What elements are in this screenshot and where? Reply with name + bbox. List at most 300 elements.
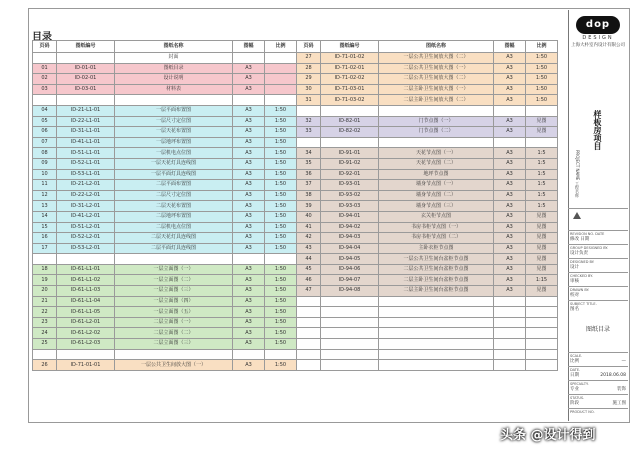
page-number-cell xyxy=(297,328,321,339)
scale-cell xyxy=(265,254,297,265)
revision-symbols xyxy=(568,208,628,230)
drawing-name-cell: 一层天花布置图 xyxy=(115,127,233,138)
table-row xyxy=(33,317,297,328)
sheet-size-cell: A3 xyxy=(233,169,265,180)
table-row xyxy=(33,158,297,169)
page-number-cell: 40 xyxy=(297,211,321,222)
revision-triangle-icon xyxy=(573,212,581,219)
page-number-cell xyxy=(297,317,321,328)
drawing-code-cell xyxy=(321,105,379,116)
scale-cell xyxy=(265,63,297,74)
sheet-size-cell: A3 xyxy=(233,116,265,127)
scale-cell xyxy=(265,84,297,95)
specialty-line xyxy=(570,387,626,392)
date-value: 日期 xyxy=(570,373,579,378)
scale-cell: 1:50 xyxy=(526,63,558,74)
scale-row xyxy=(568,352,628,366)
sheet-size-cell: A3 xyxy=(233,127,265,138)
table-row xyxy=(33,180,297,191)
product-row xyxy=(568,408,628,420)
sheet-size-cell xyxy=(233,53,265,64)
drawn-value: 校对 xyxy=(570,293,579,298)
drawing-name-cell: 玄关柜节点图 xyxy=(379,211,494,222)
table-row xyxy=(33,127,297,138)
page-number-cell xyxy=(33,349,57,360)
scale-cell xyxy=(526,339,558,350)
drawing-code-cell: ID-71-02-01 xyxy=(321,63,379,74)
drawing-name-cell: 二层公共卫生间台盆柜节点图 xyxy=(379,264,494,275)
drawing-name-cell: 一层公共卫生间放大图（二） xyxy=(379,53,494,64)
drawing-name-cell: 一层公共卫生间放大图（一） xyxy=(115,360,233,371)
page-number-cell xyxy=(297,296,321,307)
drawing-name-cell: 二层平面灯具连线图 xyxy=(115,243,233,254)
drawing-name-cell: 二层主卧卫生间台盆柜节点图 xyxy=(379,275,494,286)
page-number-cell: 13 xyxy=(33,201,57,212)
table-row xyxy=(297,201,558,212)
table-row xyxy=(297,349,558,360)
sheet-size-cell xyxy=(233,254,265,265)
drawing-code-cell: ID-94-05 xyxy=(321,254,379,265)
table-row xyxy=(297,264,558,275)
drawing-code-cell: ID-93-03 xyxy=(321,201,379,212)
date-label: DATE. xyxy=(570,368,581,372)
table-row xyxy=(33,116,297,127)
table-row xyxy=(297,190,558,201)
scale-cell xyxy=(265,349,297,360)
page-number-cell: 19 xyxy=(33,275,57,286)
scale-cell xyxy=(526,307,558,318)
page-number-cell: 27 xyxy=(297,53,321,64)
table-row xyxy=(33,275,297,286)
page-number-cell: 45 xyxy=(297,264,321,275)
drawing-code-cell: ID-91-02 xyxy=(321,158,379,169)
group-designer-row xyxy=(568,244,628,258)
page-number-cell: 43 xyxy=(297,243,321,254)
drawing-code-cell xyxy=(57,53,115,64)
header-row xyxy=(33,41,297,53)
drawing-code-cell: ID-94-08 xyxy=(321,286,379,297)
scale-cell: 1:15 xyxy=(526,275,558,286)
drawing-code-cell: ID-03-01 xyxy=(57,84,115,95)
scale-line xyxy=(570,359,626,364)
column-header: 图纸编号 xyxy=(57,41,115,53)
revision-row xyxy=(568,230,628,244)
table-body-right xyxy=(297,41,558,371)
table-row xyxy=(33,307,297,318)
scale-cell: 1:50 xyxy=(265,307,297,318)
page-number-cell: 03 xyxy=(33,84,57,95)
page-number-cell: 18 xyxy=(33,264,57,275)
scale-cell: 见图 xyxy=(526,233,558,244)
scale-cell: 1:50 xyxy=(526,95,558,106)
page-number-cell: 06 xyxy=(33,127,57,138)
drawing-code-cell: ID-61-L2-01 xyxy=(57,317,115,328)
page-number-cell xyxy=(297,137,321,148)
column-header: 图幅 xyxy=(233,41,265,53)
page-number-cell: 07 xyxy=(33,137,57,148)
scale-cell: 1:50 xyxy=(265,105,297,116)
page-number-cell: 23 xyxy=(33,317,57,328)
drawing-code-cell: ID-61-L1-03 xyxy=(57,286,115,297)
drawing-code-cell: ID-93-02 xyxy=(321,190,379,201)
drawing-name-cell: 二层天花灯具连线图 xyxy=(115,233,233,244)
status-row xyxy=(568,394,628,408)
drawing-name-cell: 一层立面图（四） xyxy=(115,296,233,307)
page-number-cell: 21 xyxy=(33,296,57,307)
revision-label: REVISION NO. DATE xyxy=(570,232,605,236)
drawing-code-cell: ID-71-03-01 xyxy=(321,84,379,95)
scale-cell xyxy=(265,74,297,85)
sheet-title: 图纸目录 xyxy=(585,326,610,333)
table-row xyxy=(33,233,297,244)
table-row xyxy=(297,296,558,307)
status-value: 阶段 xyxy=(570,401,579,406)
page-number-cell: 11 xyxy=(33,180,57,191)
sheet-size-cell xyxy=(494,296,526,307)
scale-cell: 1:50 xyxy=(265,328,297,339)
page-number-cell: 47 xyxy=(297,286,321,297)
drawing-name-cell: 二层公共卫生间放大图（一） xyxy=(379,63,494,74)
drawing-code-cell: ID-01-01 xyxy=(57,63,115,74)
table-row xyxy=(297,222,558,233)
scale-cell: 1:50 xyxy=(265,243,297,254)
checker-row xyxy=(568,272,628,286)
drawing-name-cell: 书房书柜节点图（一） xyxy=(379,222,494,233)
page-number-cell xyxy=(33,254,57,265)
drawing-name-cell: 一层天花灯具连线图 xyxy=(115,158,233,169)
scale-cell xyxy=(265,95,297,106)
table-row xyxy=(33,84,297,95)
sheet-size-cell: A3 xyxy=(233,307,265,318)
scale-value: 比例 xyxy=(570,359,579,364)
drawing-code-cell: ID-53-L2-01 xyxy=(57,243,115,254)
sheet-size-cell: A3 xyxy=(233,286,265,297)
drawing-code-cell: ID-71-02-02 xyxy=(321,74,379,85)
drawing-name-cell xyxy=(379,105,494,116)
designed-label: DESIGNED BY. xyxy=(570,260,595,264)
company-logo xyxy=(568,12,628,48)
sheet-size-cell: A3 xyxy=(233,190,265,201)
scale-cell: 1:50 xyxy=(265,233,297,244)
table-row xyxy=(33,148,297,159)
page-number-cell: 16 xyxy=(33,233,57,244)
scale-cell: 1:5 xyxy=(526,169,558,180)
table-row xyxy=(297,243,558,254)
sheet-size-cell: A3 xyxy=(494,53,526,64)
drawing-name-cell: 一层公共卫生间台盆柜节点图 xyxy=(379,254,494,265)
drawing-name-cell: 一层立面图（二） xyxy=(115,275,233,286)
sheet-size-cell xyxy=(494,328,526,339)
scale-cell: 见图 xyxy=(526,254,558,265)
scale-cell: 1:50 xyxy=(265,137,297,148)
page-number-cell: 35 xyxy=(297,158,321,169)
sheet-size-cell: A3 xyxy=(494,286,526,297)
page-number-cell xyxy=(297,105,321,116)
drawing-name-cell: 一层机电点位图 xyxy=(115,148,233,159)
scale-cell: 1:50 xyxy=(265,360,297,371)
drawing-name-cell: 二层天花布置图 xyxy=(115,201,233,212)
sheet-size-cell: A3 xyxy=(494,254,526,265)
drawing-name-cell: 墙身节点图（二） xyxy=(379,190,494,201)
scale-cell xyxy=(526,328,558,339)
page-number-cell: 38 xyxy=(297,190,321,201)
drawing-code-cell: ID-71-01-02 xyxy=(321,53,379,64)
header-row xyxy=(297,41,558,53)
date-row xyxy=(568,366,628,380)
drawing-code-cell: ID-31-L2-01 xyxy=(57,201,115,212)
scale-cell: 1:5 xyxy=(526,180,558,191)
scale-cell: 1:50 xyxy=(265,169,297,180)
drawing-code-cell: ID-94-04 xyxy=(321,243,379,254)
scale-cell: 1:5 xyxy=(526,190,558,201)
drawing-code-cell xyxy=(57,254,115,265)
drawing-code-cell: ID-91-01 xyxy=(321,148,379,159)
column-header: 图纸名称 xyxy=(379,41,494,53)
specialty-right: 装饰 xyxy=(617,387,626,392)
scale-cell: 见图 xyxy=(526,211,558,222)
sheet-size-cell: A3 xyxy=(233,222,265,233)
drawing-code-cell xyxy=(321,360,379,371)
drawing-code-cell: ID-61-L1-02 xyxy=(57,275,115,286)
specialty-label: SPECIALTY. xyxy=(570,382,589,386)
drawing-name-cell xyxy=(379,360,494,371)
scale-cell: 见图 xyxy=(526,127,558,138)
drawing-code-cell: ID-94-03 xyxy=(321,233,379,244)
status-right: 施工图 xyxy=(612,401,626,406)
drawing-code-cell xyxy=(321,328,379,339)
scale-cell: 1:50 xyxy=(265,211,297,222)
table-body-left xyxy=(33,41,297,371)
page-number-cell xyxy=(297,360,321,371)
page-number-cell: 09 xyxy=(33,158,57,169)
table-row xyxy=(33,169,297,180)
table-row xyxy=(33,264,297,275)
table-row xyxy=(297,53,558,64)
table-row xyxy=(33,74,297,85)
sheet-size-cell: A3 xyxy=(494,211,526,222)
sheet-size-cell: A3 xyxy=(233,296,265,307)
drawing-code-cell xyxy=(321,137,379,148)
drawing-code-cell: ID-31-L1-01 xyxy=(57,127,115,138)
scale-cell: 1:5 xyxy=(526,201,558,212)
table-row xyxy=(33,63,297,74)
table-row xyxy=(297,137,558,148)
drawing-name-cell: 一层地坪布置图 xyxy=(115,137,233,148)
drawing-name-cell: 一层立面图（五） xyxy=(115,307,233,318)
sheet-size-cell: A3 xyxy=(233,360,265,371)
watermark: 头条 @设计得到 xyxy=(500,428,596,443)
drawing-code-cell: ID-61-L2-02 xyxy=(57,328,115,339)
table-row xyxy=(297,127,558,138)
page-number-cell xyxy=(33,53,57,64)
drawing-index-table-right xyxy=(296,40,558,371)
drawing-code-cell: ID-52-L1-01 xyxy=(57,158,115,169)
drawing-code-cell: ID-22-L2-01 xyxy=(57,190,115,201)
drawing-code-cell: ID-82-01 xyxy=(321,116,379,127)
page-number-cell: 26 xyxy=(33,360,57,371)
table-row xyxy=(33,53,297,64)
drawn-label: DRAWN BY. xyxy=(570,288,590,292)
scale-cell: 1:50 xyxy=(265,317,297,328)
project-name: 样板房项目 xyxy=(593,110,602,150)
logo-mark: dop xyxy=(576,16,620,34)
drawing-name-cell: 图纸目录 xyxy=(115,63,233,74)
drawing-name-cell: 二层公共卫生间放大图（二） xyxy=(379,74,494,85)
specialty-row xyxy=(568,380,628,394)
table-row xyxy=(297,116,558,127)
drawing-code-cell: ID-52-L2-01 xyxy=(57,233,115,244)
drawn-row xyxy=(568,286,628,300)
drawing-name-cell xyxy=(379,339,494,350)
sheet-size-cell: A3 xyxy=(233,137,265,148)
drawing-code-cell xyxy=(321,317,379,328)
page-number-cell: 25 xyxy=(33,339,57,350)
drawing-name-cell: 二层平面布置图 xyxy=(115,180,233,191)
sheet-size-cell: A3 xyxy=(494,148,526,159)
company-name: 上海大朴室内设计有限公司 xyxy=(571,43,625,48)
drawing-code-cell: ID-61-L1-01 xyxy=(57,264,115,275)
drawing-code-cell: ID-41-L1-01 xyxy=(57,137,115,148)
sheet-size-cell xyxy=(494,317,526,328)
column-header: 比例 xyxy=(526,41,558,53)
sheet-size-cell: A3 xyxy=(494,158,526,169)
page-number-cell xyxy=(33,95,57,106)
sheet-size-cell: A3 xyxy=(494,84,526,95)
drawing-code-cell xyxy=(321,307,379,318)
page-number-cell: 34 xyxy=(297,148,321,159)
table-row xyxy=(33,211,297,222)
drawing-code-cell xyxy=(321,296,379,307)
page-number-cell: 30 xyxy=(297,84,321,95)
drawing-name-cell: 二层机电点位图 xyxy=(115,222,233,233)
status-label: STATUS. xyxy=(570,396,585,400)
scale-cell: 1:50 xyxy=(265,180,297,191)
drawing-name-cell xyxy=(115,254,233,265)
table-row xyxy=(297,148,558,159)
designer-row xyxy=(568,258,628,272)
drawing-code-cell: ID-21-L1-01 xyxy=(57,105,115,116)
scale-cell: 1:50 xyxy=(265,286,297,297)
drawing-name-cell: 书房书柜节点图（二） xyxy=(379,233,494,244)
scale-cell xyxy=(526,349,558,360)
column-header: 页码 xyxy=(297,41,321,53)
scale-cell: 1:50 xyxy=(265,201,297,212)
sheet-size-cell: A3 xyxy=(233,328,265,339)
page-number-cell: 33 xyxy=(297,127,321,138)
sheet-size-cell: A3 xyxy=(233,180,265,191)
scale-cell: 1:50 xyxy=(265,127,297,138)
scale-cell: 1:50 xyxy=(265,116,297,127)
column-header: 图纸编号 xyxy=(321,41,379,53)
sheet-size-cell xyxy=(494,105,526,116)
drawing-name-cell: 二层立面图（二） xyxy=(115,328,233,339)
sheet-size-cell: A3 xyxy=(494,127,526,138)
scale-cell: 1:50 xyxy=(526,74,558,85)
table-row xyxy=(297,328,558,339)
drawing-code-cell: ID-94-07 xyxy=(321,275,379,286)
scale-cell xyxy=(526,296,558,307)
table-row xyxy=(297,233,558,244)
page-number-cell: 20 xyxy=(33,286,57,297)
drawing-name-cell xyxy=(379,328,494,339)
sheet-size-cell: A3 xyxy=(494,95,526,106)
page-number-cell xyxy=(297,307,321,318)
drawing-name-cell: 一层尺寸定位图 xyxy=(115,116,233,127)
table-row xyxy=(33,243,297,254)
table-row xyxy=(297,360,558,371)
drawing-name-cell xyxy=(379,137,494,148)
scale-cell: 1:50 xyxy=(526,53,558,64)
drawing-code-cell xyxy=(321,339,379,350)
sheet-size-cell: A3 xyxy=(233,211,265,222)
page-number-cell: 36 xyxy=(297,169,321,180)
page-number-cell: 22 xyxy=(33,307,57,318)
scale-cell: 见图 xyxy=(526,222,558,233)
drawing-name-cell: 二层地坪布置图 xyxy=(115,211,233,222)
sheet-size-cell xyxy=(494,307,526,318)
sheet-size-cell: A3 xyxy=(233,243,265,254)
sheet-size-cell: A3 xyxy=(494,222,526,233)
drawing-code-cell: ID-22-L1-01 xyxy=(57,116,115,127)
drawing-name-cell xyxy=(379,317,494,328)
table-row xyxy=(297,95,558,106)
drawing-code-cell xyxy=(57,95,115,106)
drawing-name-cell: 二层主卧卫生间放大图（二） xyxy=(379,95,494,106)
scale-cell: 见图 xyxy=(526,286,558,297)
scale-cell: 1:50 xyxy=(526,84,558,95)
page-title: 目录 xyxy=(32,32,52,43)
page-number-cell: 14 xyxy=(33,211,57,222)
page-number-cell: 41 xyxy=(297,222,321,233)
drawing-name-cell xyxy=(379,349,494,360)
drawing-code-cell: ID-51-L1-01 xyxy=(57,148,115,159)
page-number-cell: 31 xyxy=(297,95,321,106)
drawing-name-cell: 二层主卧卫生间台盆柜节点图 xyxy=(379,286,494,297)
scale-label: SCALE. xyxy=(570,354,583,358)
table-row xyxy=(297,254,558,265)
page-number-cell: 44 xyxy=(297,254,321,265)
drawing-code-cell: ID-94-06 xyxy=(321,264,379,275)
drawing-code-cell: ID-71-03-02 xyxy=(321,95,379,106)
drawing-name-cell: 天花节点图（一） xyxy=(379,148,494,159)
sheet-size-cell: A3 xyxy=(233,339,265,350)
drawing-code-cell: ID-92-01 xyxy=(321,169,379,180)
drawing-code-cell: ID-53-L1-01 xyxy=(57,169,115,180)
table-row xyxy=(297,105,558,116)
logo-subtitle: DESIGN xyxy=(582,35,614,41)
scale-cell xyxy=(265,53,297,64)
page-number-cell: 42 xyxy=(297,233,321,244)
table-row xyxy=(33,349,297,360)
scale-dash: — xyxy=(621,359,626,364)
drawing-name-cell: 材料表 xyxy=(115,84,233,95)
table-row xyxy=(297,286,558,297)
table-row xyxy=(33,296,297,307)
status-line xyxy=(570,401,626,406)
drawing-name-cell: 门节点图（一） xyxy=(379,116,494,127)
drawing-name-cell: 二层立面图（三） xyxy=(115,339,233,350)
drawing-name-cell: 天花节点图（二） xyxy=(379,158,494,169)
drawing-name-cell: 二层尺寸定位图 xyxy=(115,190,233,201)
table-row xyxy=(33,222,297,233)
page-number-cell: 46 xyxy=(297,275,321,286)
sheet-size-cell xyxy=(233,95,265,106)
drawing-code-cell: ID-82-02 xyxy=(321,127,379,138)
table-row xyxy=(33,286,297,297)
date-line xyxy=(570,373,626,378)
sheet-size-cell: A3 xyxy=(233,233,265,244)
group-value: 设计负责 xyxy=(570,251,588,256)
